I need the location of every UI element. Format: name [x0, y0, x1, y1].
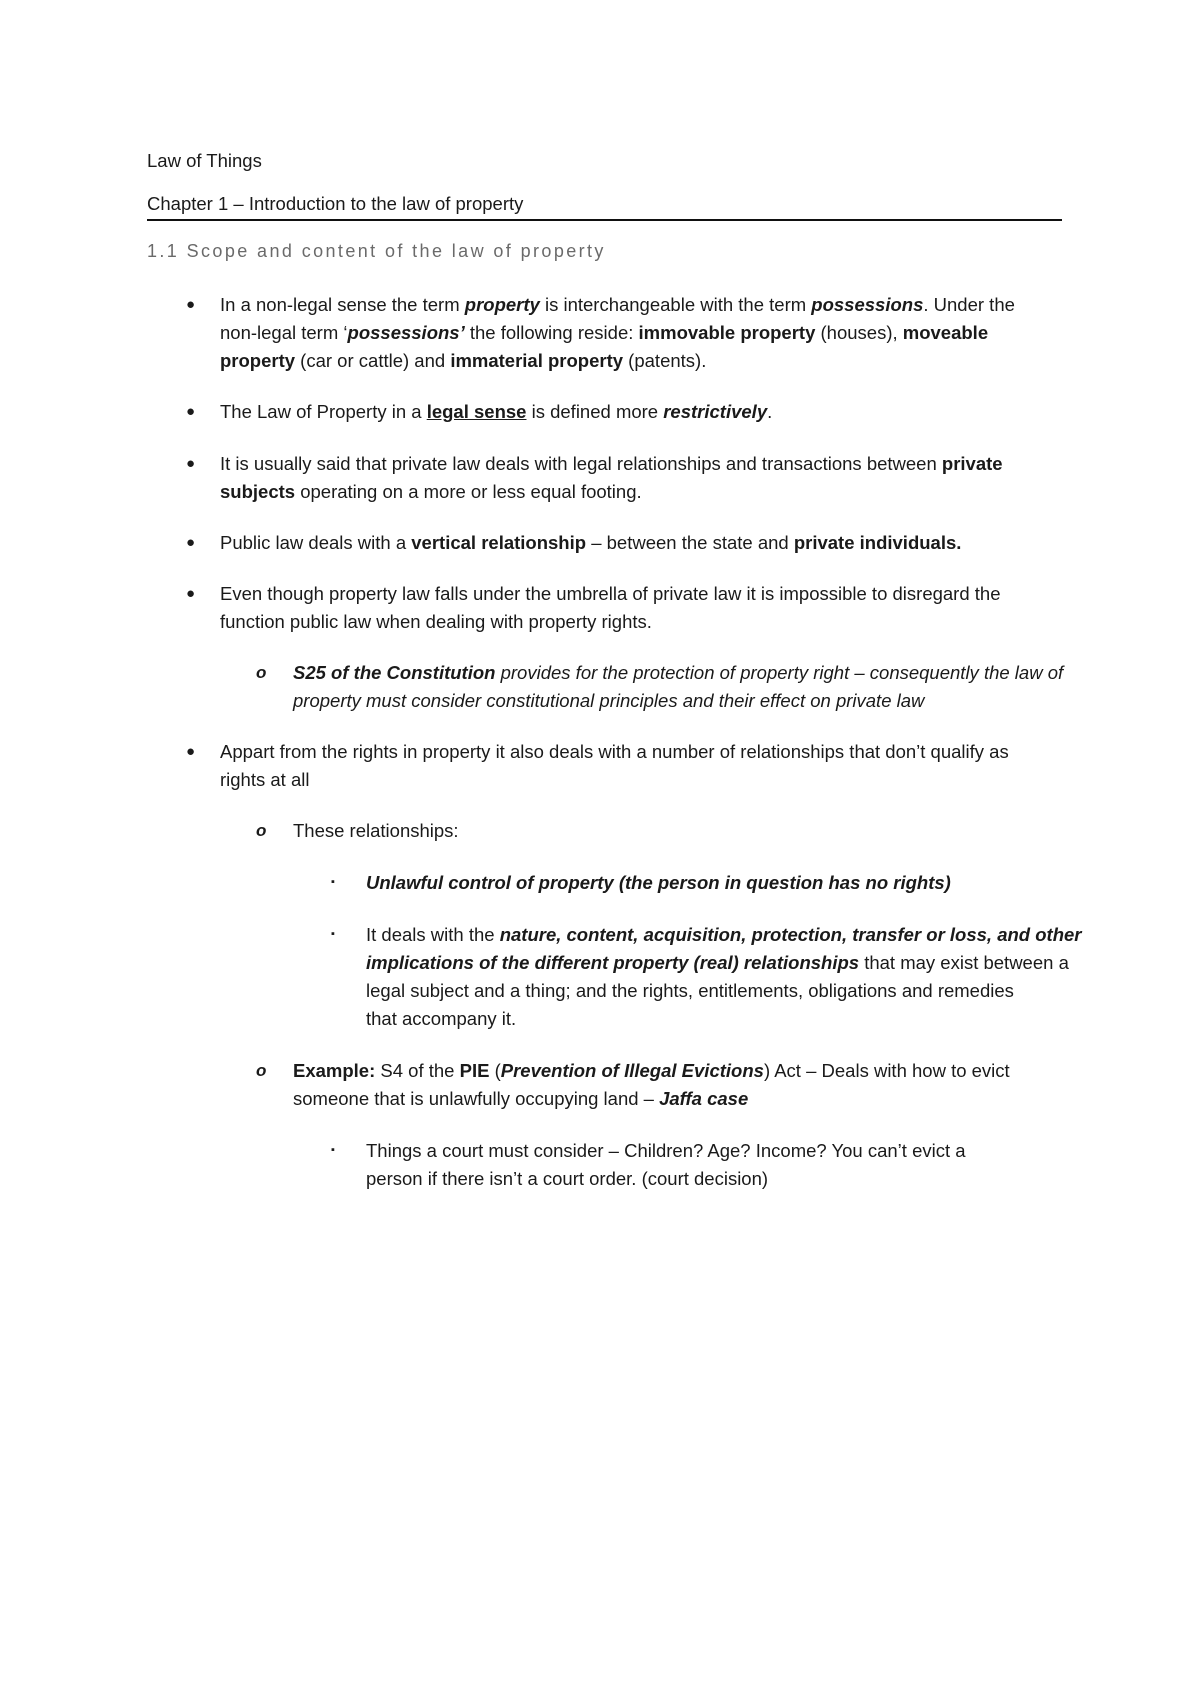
text: In a non-legal sense the term [220, 294, 465, 315]
text: the following reside: [464, 322, 639, 343]
bold-term: subjects [220, 481, 296, 502]
bold-term: immovable property [638, 322, 816, 343]
bullet-circle-icon: o [256, 821, 267, 840]
text: – between the state and [586, 532, 794, 553]
text: (houses), [815, 322, 903, 343]
paragraph-line: Things a court must consider – Children? Age? Income? You can’t evict a [366, 1140, 966, 1161]
text: non-legal term ‘ [220, 322, 348, 343]
paragraph-line [220, 529, 961, 556]
paragraph-line [293, 1057, 1010, 1084]
emphasis: property [464, 294, 540, 315]
text: that may exist between a [859, 952, 1069, 973]
emphasis: Prevention of Illegal Evictions [500, 1060, 764, 1081]
emphasis: possessions [811, 294, 924, 315]
text: . [767, 401, 773, 422]
emphasis: possessions’ [347, 322, 465, 343]
paragraph-line [293, 687, 924, 714]
text: ( [489, 1060, 501, 1081]
paragraph-line: rights at all [220, 769, 310, 790]
section-heading: 1.1 Scope and content of the law of property [147, 241, 606, 261]
text: The Law of Property in a [220, 401, 427, 422]
paragraph-line [366, 869, 951, 896]
bullet-circle-icon: o [256, 1061, 267, 1080]
paragraph-line [220, 291, 1015, 318]
paragraph-line: function public law when dealing with property rights. [220, 611, 652, 632]
text: It deals with the [366, 924, 500, 945]
paragraph-line [220, 450, 1003, 477]
paragraph-line: person if there isn’t a court order. (court decision) [366, 1168, 769, 1189]
paragraph-line [366, 921, 1081, 948]
text: is defined more [526, 401, 664, 422]
paragraph-line [220, 398, 772, 425]
text: is interchangeable with the term [539, 294, 812, 315]
bullet-square-icon: ▪ [331, 1144, 335, 1156]
bold-term: private [941, 453, 1003, 474]
paragraph-line: These relationships: [293, 820, 459, 841]
paragraph-line [220, 347, 706, 374]
emphasis: S25 of the Constitution [293, 662, 496, 683]
bold-term: moveable [902, 322, 989, 343]
text: It is usually said that private law deals with legal relationships and transactions between [220, 453, 942, 474]
italic-text: provides for the protection of property right – consequently the law of [495, 662, 1064, 683]
emphasis: Unlawful control of property (the person in question has no rights) [366, 872, 951, 893]
bullet-circle-icon: o [256, 663, 267, 682]
bullet-dot-icon: ● [186, 296, 196, 313]
emphasis: restrictively [663, 401, 768, 422]
paragraph-line: Appart from the rights in property it also deals with a number of relationships that don’t qualify as [220, 741, 1009, 762]
bold-term: private individuals. [793, 532, 962, 553]
bullet-dot-icon: ● [186, 585, 196, 602]
italic-text: property must consider constitutional principles and their effect on private law [293, 690, 925, 711]
text: someone that is unlawfully occupying land – [293, 1088, 660, 1109]
bold-term: vertical relationship [411, 532, 587, 553]
emphasis: nature, content, acquisition, protection, transfer or loss, and other [499, 924, 1082, 945]
chapter-heading: Chapter 1 – Introduction to the law of property [147, 193, 524, 214]
bullet-dot-icon: ● [186, 743, 196, 760]
bold-term: Example: [293, 1060, 376, 1081]
text: . Under the [923, 294, 1015, 315]
paragraph-line: Even though property law falls under the umbrella of private law it is impossible to disregard the [220, 583, 1001, 604]
bold-term: immaterial property [450, 350, 624, 371]
paragraph-line [293, 659, 1063, 686]
chapter-divider [147, 219, 1062, 221]
underlined-term: legal sense [426, 401, 527, 422]
paragraph-line: that accompany it. [366, 1008, 517, 1029]
paragraph-line: legal subject and a thing; and the rights, entitlements, obligations and remedies [366, 980, 1014, 1001]
bullet-square-icon: ▪ [331, 876, 335, 888]
text: ) Act – Deals with how to evict [763, 1060, 1010, 1081]
paragraph-line [366, 949, 1069, 976]
emphasis: implications of the different property (real) relationships [366, 952, 860, 973]
bold-term: property [220, 350, 296, 371]
text: operating on a more or less equal footing. [295, 481, 642, 502]
bullet-square-icon: ▪ [331, 928, 335, 940]
paragraph-line [220, 319, 988, 346]
text: S4 of the [375, 1060, 460, 1081]
paragraph-line [220, 478, 642, 505]
text: (car or cattle) and [295, 350, 451, 371]
bullet-dot-icon: ● [186, 455, 196, 472]
text: (patents). [623, 350, 707, 371]
document-title: Law of Things [147, 150, 262, 171]
bold-term: PIE [459, 1060, 490, 1081]
bullet-dot-icon: ● [186, 403, 196, 420]
paragraph-line [293, 1085, 748, 1112]
bullet-dot-icon: ● [186, 534, 196, 551]
emphasis: Jaffa case [659, 1088, 749, 1109]
text: Public law deals with a [220, 532, 412, 553]
